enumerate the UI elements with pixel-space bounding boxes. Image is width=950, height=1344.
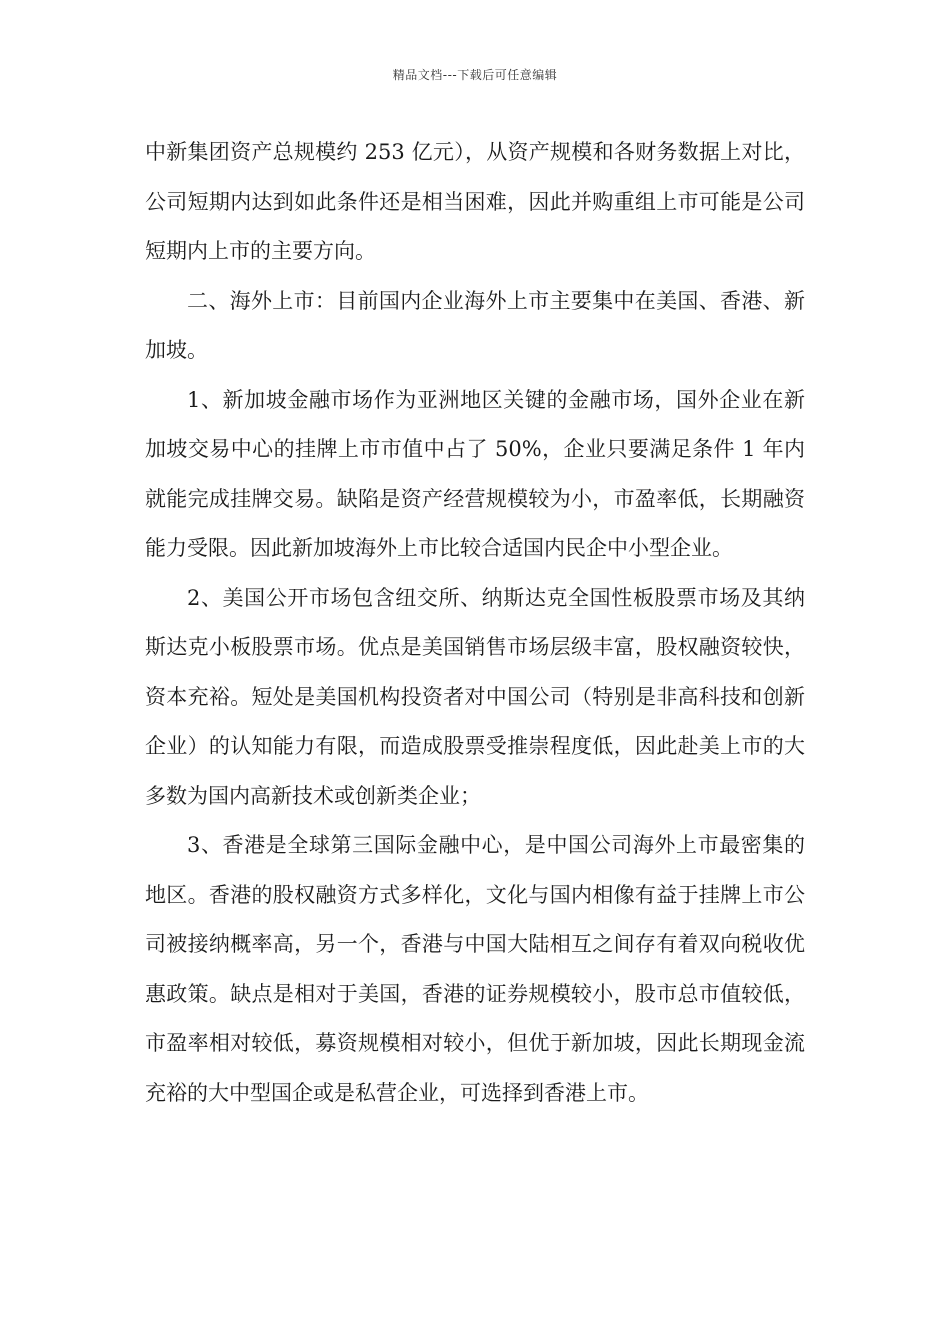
paragraph-4: 2、美国公开市场包含纽交所、纳斯达克全国性板股票市场及其纳斯达克小板股票市场。优点是美国销售市场层级丰富，股权融资较快，资本充裕。短处是美国机构投资者对中国公司（特别是非高科技和创新企业）的认知能力有限，而造成股票受推崇程度低，因此赴美上市的大多数为国内高新技术或创新类企业； [145,585,805,808]
paragraph-1: 中新集团资产总规模约 253 亿元），从资产规模和各财务数据上对比，公司短期内达到如此条件还是相当困难，因此并购重组上市可能是公司短期内上市的主要方向。 [145,140,805,263]
document-body [145,128,805,1118]
paragraph-3: 1、新加坡金融市场作为亚洲地区关键的金融市场，国外企业在新加坡交易中心的挂牌上市市值中占了 50%，企业只要满足条件 1 年内就能完成挂牌交易。缺陷是资产经营规模较为小，市盈率低，长期融资能力受限。因此新加坡海外上市比较合适国内民企中小型企业。 [145,387,805,560]
page-header: 精品文档---下载后可任意编辑 [392,68,558,82]
paragraph-5: 3、香港是全球第三国际金融中心，是中国公司海外上市最密集的地区。香港的股权融资方式多样化，文化与国内相像有益于挂牌上市公司被接纳概率高，另一个，香港与中国大陆相互之间存有着双向税收优惠政策。缺点是相对于美国，香港的证券规模较小，股市总市值较低，市盈率相对较低，募资规模相对较小，但优于新加坡，因此长期现金流充裕的大中型国企或是私营企业，可选择到香港上市。 [145,833,805,1105]
paragraph-2: 二、海外上市：目前国内企业海外上市主要集中在美国、香港、新加坡。 [145,288,805,362]
